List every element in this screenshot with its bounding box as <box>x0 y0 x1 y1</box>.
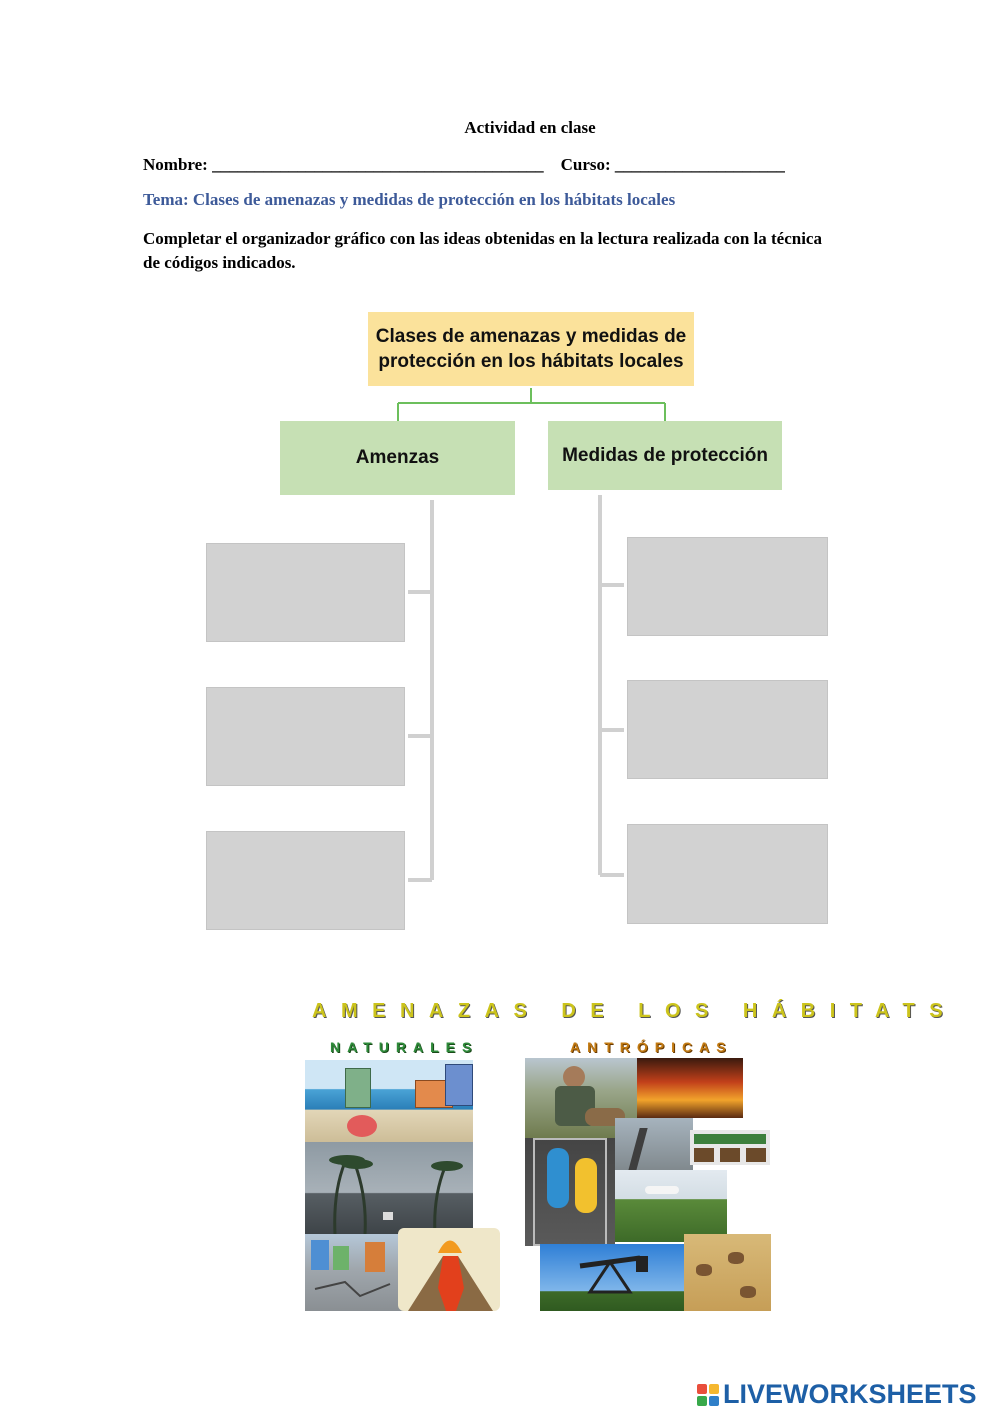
threat-answer-box-1[interactable] <box>206 543 405 642</box>
organizer-protection-box: Medidas de protección <box>548 421 782 490</box>
organizer-main-box: Clases de amenazas y medidas de protección en los hábitats locales <box>368 312 694 386</box>
organizer-threats-box: Amenzas <box>280 421 515 495</box>
cracked-ground-icon <box>305 1234 405 1311</box>
caged-birds-image <box>525 1138 615 1246</box>
forest-fire-image <box>637 1058 743 1118</box>
collage-title: AMENAZAS DE LOS HÁBITATS <box>312 1000 958 1022</box>
tree-stumps-image <box>684 1234 771 1311</box>
palm-trees-icon <box>305 1142 473 1234</box>
protection-answer-box-2[interactable] <box>627 680 828 779</box>
protection-answer-box-1[interactable] <box>627 537 828 636</box>
threat-answer-box-2[interactable] <box>206 687 405 786</box>
earthquake-image <box>305 1234 405 1311</box>
protection-answer-box-3[interactable] <box>627 824 828 924</box>
crop-spraying-image <box>615 1170 727 1242</box>
nombre-curso-line: Nombre: _______________________________________ Curso: ____________________ <box>143 155 785 174</box>
threat-answer-box-3[interactable] <box>206 831 405 930</box>
volcano-image <box>398 1228 500 1311</box>
hurricane-image <box>305 1142 473 1234</box>
oil-pump-image <box>540 1244 684 1311</box>
page-title: Actividad en clase <box>464 118 596 137</box>
topic-line: Tema: Clases de amenazas y medidas de protección en los hábitats locales <box>143 190 676 209</box>
highway-image <box>615 1118 693 1178</box>
natural-heading: NATURALES <box>330 1039 479 1055</box>
oil-pump-icon <box>540 1244 684 1311</box>
tsunami-image <box>305 1060 473 1142</box>
instruction-text: Completar el organizador gráfico con las ideas obtenidas en la lectura realizada con la técnica de códigos indicados. <box>143 229 822 272</box>
deforestation-chart-image <box>690 1130 770 1165</box>
anthropic-heading: ANTRÓPICAS <box>570 1039 733 1055</box>
brand-name: LIVEWORKSHEETS <box>723 1379 977 1409</box>
volcano-icon <box>398 1228 500 1311</box>
liveworksheets-icon <box>697 1384 719 1406</box>
liveworksheets-logo <box>697 1379 977 1410</box>
